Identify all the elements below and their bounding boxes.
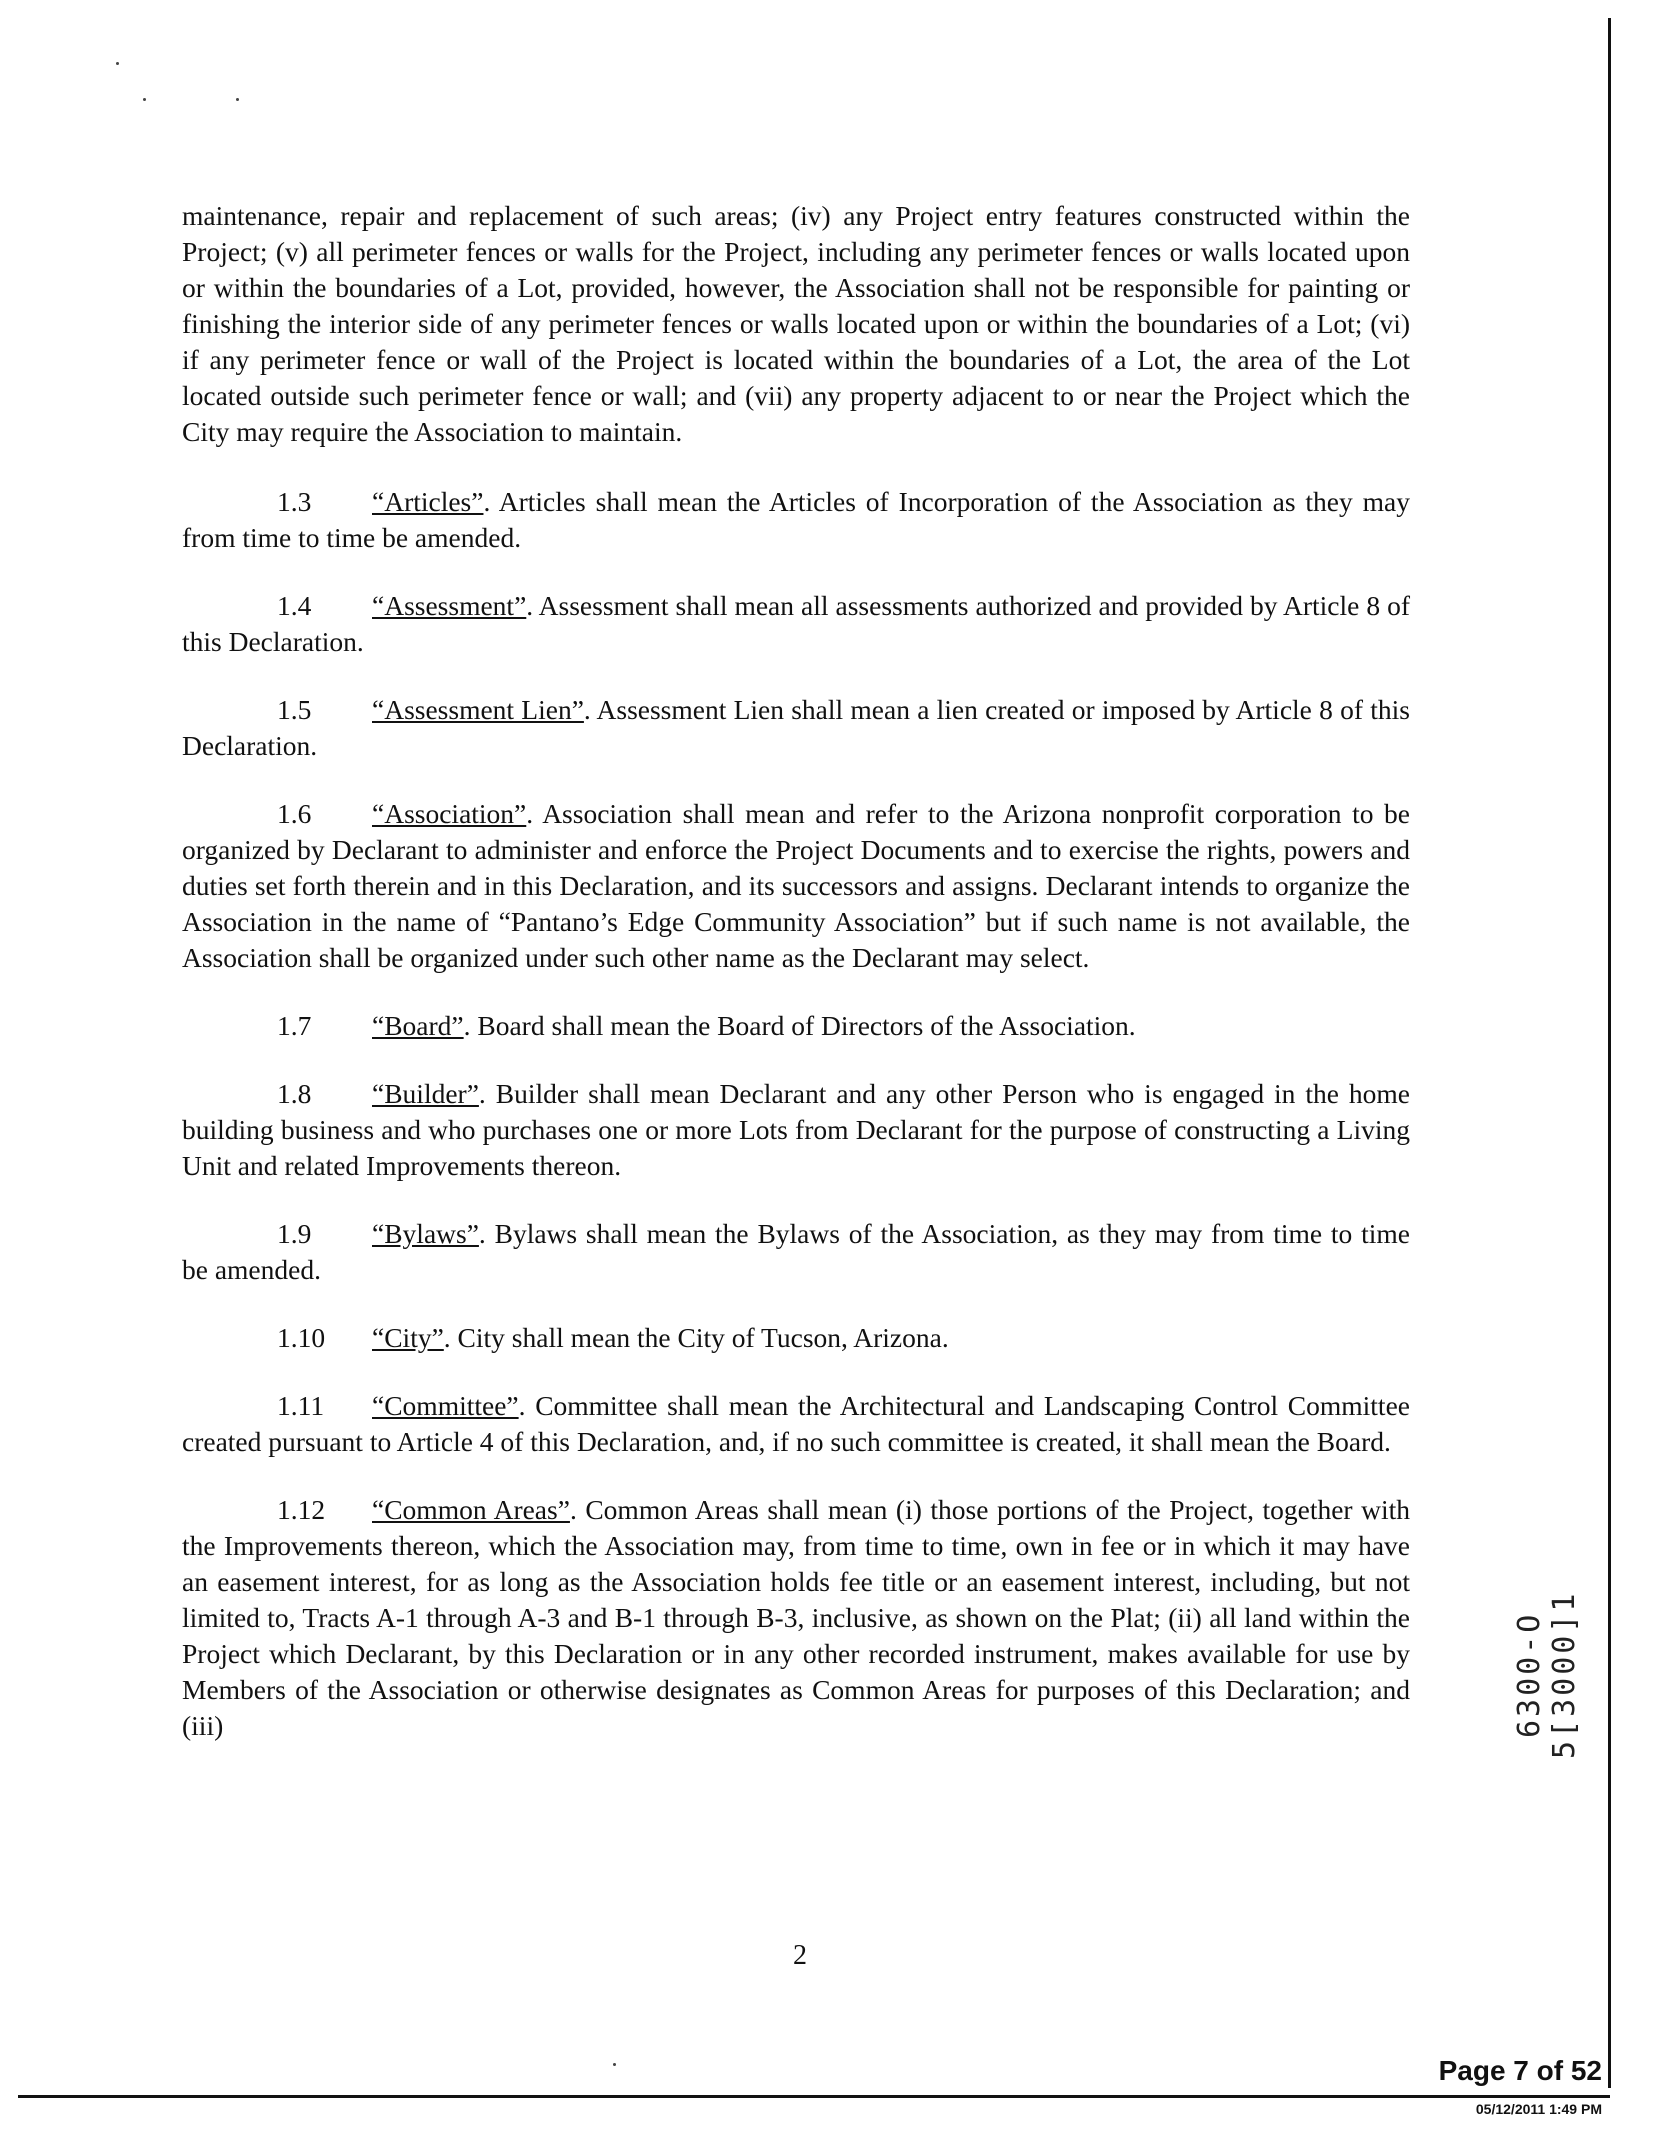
definition-association — [182, 796, 1410, 976]
bottom-border-line — [18, 2095, 1610, 2098]
definition-term: “Articles” — [372, 486, 484, 517]
definition-articles — [182, 484, 1410, 556]
timestamp-stamp: 05/12/2011 1:49 PM — [1475, 2101, 1602, 2117]
definition-number: 1.3 — [277, 486, 312, 517]
definition-text: . Board shall mean the Board of Directors of the Association. — [463, 1010, 1136, 1041]
definition-number: 1.12 — [277, 1494, 326, 1525]
definition-common-areas — [182, 1492, 1410, 1744]
definition-committee — [182, 1388, 1410, 1460]
definition-number: 1.5 — [277, 694, 312, 725]
definition-bylaws — [182, 1216, 1410, 1288]
page-count-stamp: Page 7 of 52 — [1438, 2055, 1602, 2086]
definition-text: . Builder shall mean Declarant and any other Person who is engaged in the home building business and who purchases one or more Lots from Declarant for the purpose of constructing a Living Unit and related Improvements thereon. — [182, 1078, 1410, 1181]
definition-term: “City” — [372, 1322, 444, 1353]
scan-speck — [143, 98, 146, 101]
right-border-line — [1608, 18, 1611, 2088]
definition-term: “Committee” — [372, 1390, 519, 1421]
definition-number: 1.7 — [277, 1010, 312, 1041]
scan-speck — [116, 62, 119, 65]
definition-text: . City shall mean the City of Tucson, Arizona. — [443, 1322, 949, 1353]
definition-term: “Board” — [372, 1010, 464, 1041]
definition-assessment-lien — [182, 692, 1410, 764]
definition-text: . Association shall mean and refer to the Arizona nonprofit corporation to be organized by Declarant to administer and enforce the Project Documents and to exercise the rights, powers and duties set forth therein and in this Declaration, and its successors and assigns. Declarant intends to organize the Association in the name of “Pantano’s Edge Community Association” but if such name is not available, the Association shall be organized under such other name as the Declarant may select. — [182, 798, 1410, 973]
paragraph-text: maintenance, repair and replacement of such areas; (iv) any Project entry features constructed within the Project; (v) all perimeter fences or walls for the Project, including any perimeter fences or walls located upon or within the boundaries of a Lot, provided, however, the Association shall not be responsible for painting or finishing the interior side of any perimeter fences or walls located upon or within the boundaries of a Lot; (vi) if any perimeter fence or wall of the Project is located within the boundaries of a Lot, the area of the Lot located outside such perimeter fence or wall; and (vii) any property adjacent to or near the Project which the City may require the Association to maintain. — [182, 200, 1410, 447]
scan-speck — [236, 98, 239, 101]
definition-number: 1.8 — [277, 1078, 312, 1109]
definition-term: “Assessment” — [372, 590, 527, 621]
definition-text: . Assessment Lien shall mean a lien created or imposed by Article 8 of this Declaration. — [182, 694, 1410, 761]
definition-number: 1.9 — [277, 1218, 312, 1249]
paragraph-continuation — [182, 198, 1410, 450]
side-document-code: 6300-O 5[3000]1 — [1512, 1590, 1582, 1760]
definition-term: “Assessment Lien” — [372, 694, 584, 725]
document-body — [182, 198, 1410, 1776]
definition-text: . Assessment shall mean all assessments authorized and provided by Article 8 of this Declaration. — [182, 590, 1410, 657]
definition-number: 1.6 — [277, 798, 312, 829]
definition-number: 1.10 — [277, 1322, 326, 1353]
definition-city — [182, 1320, 1410, 1356]
page-number: 2 — [793, 1940, 807, 1971]
definition-assessment — [182, 588, 1410, 660]
definition-term: “Builder” — [372, 1078, 479, 1109]
definition-board — [182, 1008, 1410, 1044]
definition-text: . Articles shall mean the Articles of Incorporation of the Association as they may from time to time be amended. — [182, 486, 1410, 553]
definition-number: 1.11 — [277, 1390, 325, 1421]
scan-speck — [613, 2063, 616, 2066]
definition-term: “Common Areas” — [372, 1494, 570, 1525]
definition-term: “Bylaws” — [372, 1218, 479, 1249]
definition-text: . Committee shall mean the Architectural and Landscaping Control Committee created pursuant to Article 4 of this Declaration, and, if no such committee is created, it shall mean the Board. — [182, 1390, 1410, 1457]
definition-text: . Bylaws shall mean the Bylaws of the Association, as they may from time to time be amended. — [182, 1218, 1410, 1285]
definition-term: “Association” — [372, 798, 527, 829]
definition-text: . Common Areas shall mean (i) those portions of the Project, together with the Improvements thereon, which the Association may, from time to time, own in fee or in which it may have an easement interest, for as long as the Association holds fee title or an easement interest, including, but not limited to, Tracts A-1 through A-3 and B-1 through B-3, inclusive, as shown on the Plat; (ii) all land within the Project which Declarant, by this Declaration or in any other recorded instrument, makes available for use by Members of the Association or otherwise designates as Common Areas for purposes of this Declaration; and (iii) — [182, 1494, 1411, 1741]
definition-number: 1.4 — [277, 590, 312, 621]
definition-builder — [182, 1076, 1410, 1184]
